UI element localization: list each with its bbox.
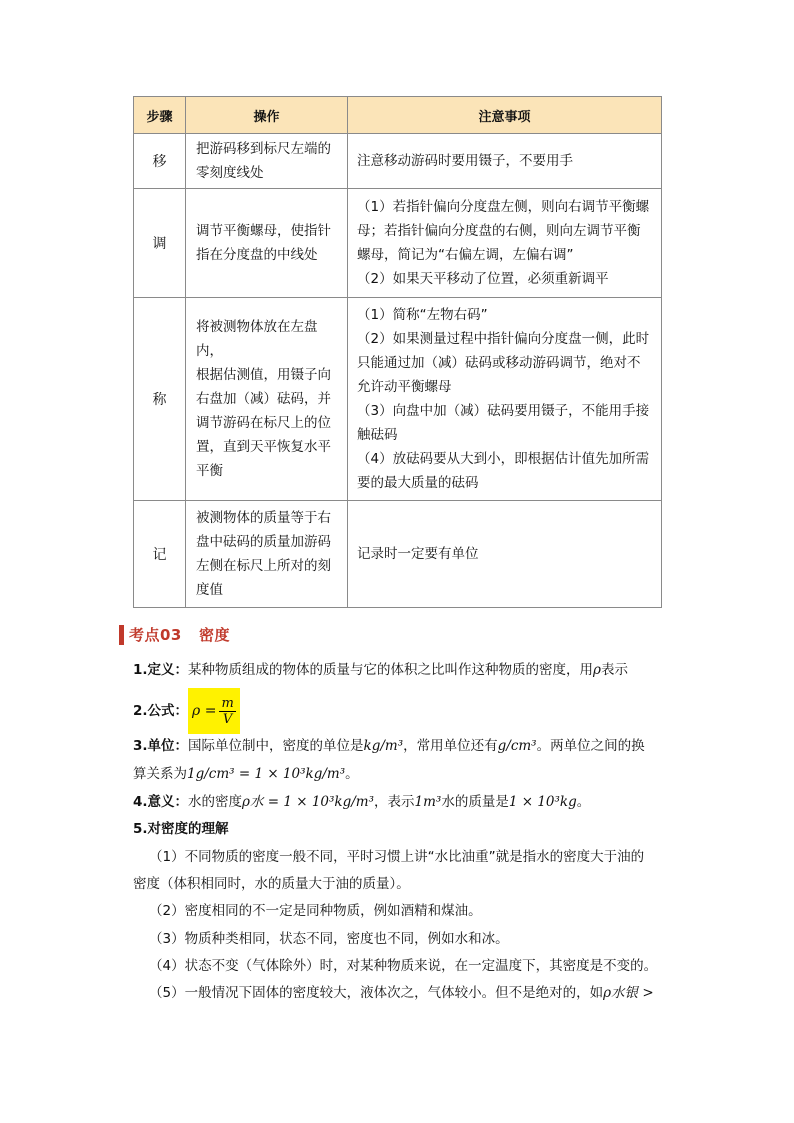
common-unit: g/cm³ bbox=[497, 738, 537, 754]
understanding-item-5-text: （5）一般情况下固体的密度较大，液体次之，气体较小。但不是绝对的，如 bbox=[149, 985, 604, 1001]
mass-value: 1 × 10³kg bbox=[508, 794, 577, 810]
note-line: 螺母，简记为“右偏左调，左偏右调” bbox=[357, 247, 574, 263]
meaning-label: 4.意义： bbox=[133, 794, 189, 810]
operation-line: 指在分度盘的中线处 bbox=[196, 247, 318, 263]
table-row bbox=[134, 298, 662, 501]
meaning-paragraph bbox=[133, 792, 673, 812]
header-operation: 操作 bbox=[186, 97, 348, 134]
definition-tail: 表示 bbox=[600, 662, 628, 678]
volume-value: 1m³ bbox=[414, 794, 442, 810]
operation-line: 置，直到天平恢复水平 bbox=[196, 439, 331, 455]
operation-cell bbox=[186, 298, 348, 501]
operation-line: 被测物体的质量等于右 bbox=[196, 510, 331, 526]
operation-line: 将被测物体放在左盘内， bbox=[196, 319, 318, 359]
operation-cell bbox=[186, 501, 348, 608]
si-unit: kg/m³ bbox=[363, 738, 404, 754]
formula-fraction bbox=[219, 696, 235, 727]
operation-line: 平衡 bbox=[196, 463, 223, 479]
table-row bbox=[134, 189, 662, 298]
understanding-item-2: （2）密度相同的不一定是同种物质，例如酒精和煤油。 bbox=[149, 903, 482, 919]
definition-paragraph bbox=[133, 660, 673, 680]
density-formula bbox=[188, 688, 240, 734]
header-notes: 注意事项 bbox=[348, 97, 662, 134]
meaning-text: 水的密度 bbox=[188, 794, 243, 810]
note-line: （1）若指针偏向分度盘左侧，则向右调节平衡螺 bbox=[357, 199, 650, 215]
operation-cell bbox=[186, 189, 348, 298]
step-cell: 移 bbox=[134, 134, 186, 189]
unit-text: ，常用单位还有 bbox=[403, 738, 498, 754]
definition-label: 1.定义： bbox=[133, 662, 189, 678]
operation-line: 零刻度线处 bbox=[196, 165, 264, 181]
understanding-item-5 bbox=[149, 983, 689, 1003]
section-title: 考点03 密度 bbox=[129, 626, 231, 644]
notes-cell bbox=[348, 501, 662, 608]
note-line: 允许动平衡螺母 bbox=[357, 379, 452, 395]
operation-line: 把游码移到标尺左端的 bbox=[196, 141, 331, 157]
understanding-item-3: （3）物质种类相同，状态不同，密度也不同，例如水和冰。 bbox=[149, 931, 509, 947]
operation-cell bbox=[186, 134, 348, 189]
step-cell: 记 bbox=[134, 501, 186, 608]
note-line: （1）简称“左物右码” bbox=[357, 307, 488, 323]
note-line: 母；若指针偏向分度盘的右侧，则向左调节平衡 bbox=[357, 223, 641, 239]
notes-cell bbox=[348, 134, 662, 189]
formula-denominator: V bbox=[222, 711, 233, 727]
unit-conversion: 1g/cm³ = 1 × 10³kg/m³ bbox=[187, 766, 346, 782]
meaning-text: 水的质量是 bbox=[441, 794, 509, 810]
meaning-text: ，表示 bbox=[374, 794, 415, 810]
table-row bbox=[134, 501, 662, 608]
note-line: 注意移动游码时要用镊子，不要用手 bbox=[357, 153, 573, 169]
table-header-row bbox=[134, 97, 662, 134]
notes-cell bbox=[348, 298, 662, 501]
note-line: （2）如果天平移动了位置，必须重新调平 bbox=[357, 271, 609, 287]
meaning-text: 。 bbox=[576, 794, 591, 810]
understanding-heading: 5.对密度的理解 bbox=[133, 821, 229, 837]
formula-numerator: m bbox=[221, 695, 234, 711]
step-cell: 称 bbox=[134, 298, 186, 501]
operation-line: 度值 bbox=[196, 582, 223, 598]
operation-line: 调节游码在标尺上的位 bbox=[196, 415, 331, 431]
note-line: （2）如果测量过程中指针偏向分度盘一侧，此时 bbox=[357, 331, 650, 347]
unit-text: 。两单位之间的换 bbox=[536, 738, 645, 754]
formula-label: 2.公式： bbox=[133, 703, 189, 719]
note-line: （4）放砝码要从大到小，即根据估计值先加所需 bbox=[357, 451, 650, 467]
unit-paragraph bbox=[133, 736, 673, 756]
unit-label: 3.单位： bbox=[133, 738, 189, 754]
unit-text: 。 bbox=[345, 766, 359, 782]
water-density: ρ水 = 1 × 10³kg/m³ bbox=[242, 794, 375, 810]
mercury-density-symbol: ρ水银 > bbox=[603, 985, 654, 1001]
formula-lhs: ρ = bbox=[192, 703, 217, 719]
notes-cell bbox=[348, 189, 662, 298]
note-line: 触砝码 bbox=[357, 427, 398, 443]
unit-text: 国际单位制中，密度的单位是 bbox=[188, 738, 364, 754]
note-line: （3）向盘中加（减）砝码要用镊子，不能用手接 bbox=[357, 403, 650, 419]
section-heading bbox=[119, 624, 230, 645]
unit-text: 算关系为 bbox=[133, 766, 187, 782]
step-cell: 调 bbox=[134, 189, 186, 298]
header-step: 步骤 bbox=[134, 97, 186, 134]
operation-line: 左侧在标尺上所对的刻 bbox=[196, 558, 331, 574]
understanding-item-1-cont: 密度（体积相同时，水的质量大于油的质量）。 bbox=[133, 876, 410, 892]
operation-line: 右盘加（减）砝码，并 bbox=[196, 391, 331, 407]
understanding-item-1: （1）不同物质的密度一般不同，平时习惯上讲“水比油重”就是指水的密度大于油的 bbox=[149, 849, 645, 865]
operation-line: 盘中砝码的质量加游码 bbox=[196, 534, 331, 550]
section-marker bbox=[119, 625, 124, 645]
table-row bbox=[134, 134, 662, 189]
note-line: 记录时一定要有单位 bbox=[357, 546, 479, 562]
formula-paragraph bbox=[133, 688, 673, 734]
unit-paragraph-line2 bbox=[133, 764, 673, 784]
definition-text: 某种物质组成的物体的质量与它的体积之比叫作这种物质的密度，用 bbox=[188, 662, 594, 678]
understanding-item-4: （4）状态不变（气体除外）时，对某种物质来说，在一定温度下，其密度是不变的。 bbox=[149, 958, 658, 974]
density-symbol: ρ bbox=[593, 662, 601, 678]
operation-line: 根据估测值，用镊子向 bbox=[196, 367, 331, 383]
balance-steps-table bbox=[133, 96, 662, 608]
note-line: 要的最大质量的砝码 bbox=[357, 475, 479, 491]
note-line: 只能通过加（减）砝码或移动游码调节，绝对不 bbox=[357, 355, 641, 371]
operation-line: 调节平衡螺母，使指针 bbox=[196, 223, 331, 239]
